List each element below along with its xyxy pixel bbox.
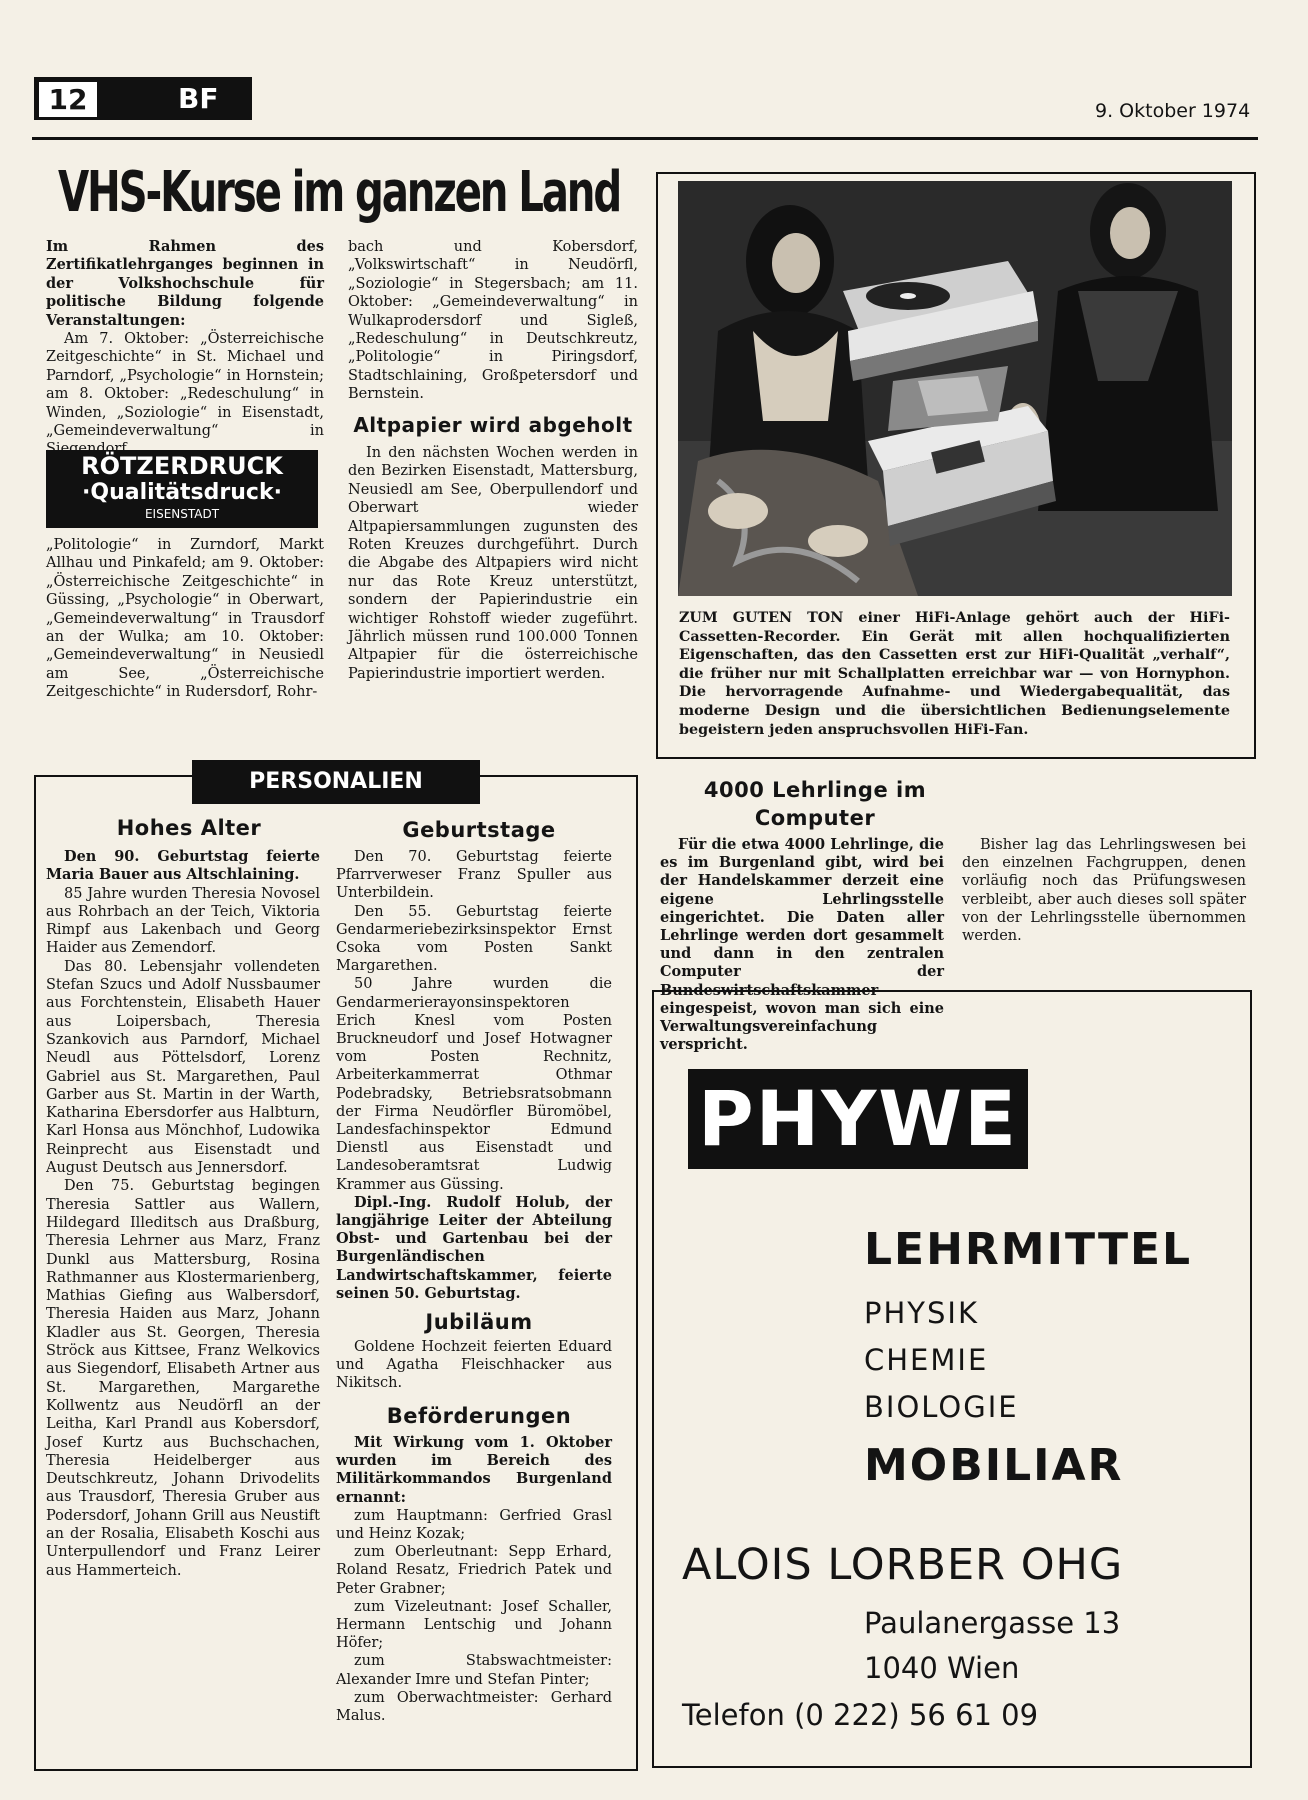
ad-company: ALOIS LORBER OHG [682,1540,1124,1590]
header-rule [32,137,1258,140]
vhs-text-2: „Politologie“ in Zurndorf, Markt Allhau und Pinkafeld; am 9. Oktober: „Österreichische Zeitgeschichte“ in Güssing, „Psychologie“ in Oberwart, „Gemeindeverwaltung“ in Trausdorf an der Wulka; am 10. Oktober: „Gemeindeverwaltung“ in Neusiedl am See, „Österreichische Zeitgeschichte“ in Rudersdorf, Rohr- [46,537,324,701]
ad-roetzerdruck [46,450,318,528]
phywe-logo: PHYWE [688,1069,1028,1169]
befoerderungen-p6: zum Oberwachtmeister: Gerhard Malus. [336,1689,612,1725]
personalien-label: PERSONALIEN [192,760,480,804]
ad-mobiliar: MOBILIAR [864,1440,1124,1491]
issue-date: 9. Oktober 1974 [1095,100,1251,122]
page-number: 12 [38,81,98,118]
vhs-column-1b [46,536,324,702]
lehrlinge-p1: Für die etwa 4000 Lehrlinge, die es im Burgenland gibt, wird bei der Handelskammer derzeit eine eigene Lehrlingsstelle eingerichtet. Die Daten aller Lehrlinge werden dort gesammelt und dann in den zentralen Computer der Bundeswirtschaftskammer eingespeist, wovon man sich eine Verwaltungsvereinfachung verspricht. [660,836,944,1054]
vhs-text-3: bach und Kobersdorf, „Volkswirtschaft“ in Neudörfl, „Soziologie“ in Stegersbach; am 11. Oktober: „Gemeindeverwaltung“ in Wulkaprodersdorf und Sigleß, „Redeschulung“ in Deutschkreutz, „Politologie“ in Piringsdorf, Stadtschlaining, Großpetersdorf und Bernstein. [348,239,638,403]
lehrlinge-body-2 [962,836,1246,945]
jubilaeum-p1: Goldene Hochzeit feierten Eduard und Agatha Fleischhacker aus Nikitsch. [336,1339,612,1392]
lehrlinge-p2: Bisher lag das Lehrlingswesen bei den einzelnen Fachgruppen, denen vorläufig noch das Prüfungswesen verbleibt, aber auch dieses soll später von der Lehrlingsstelle übernommen werden. [962,837,1246,945]
ad-city: 1040 Wien [864,1651,1020,1685]
vhs-column-2 [348,238,638,404]
photo-caption: ZUM GUTEN TON einer HiFi-Anlage gehört auch der HiFi-Cassetten-Recorder. Ein Gerät mit allen hochqualifizierten Eigenschaften, das den Cassetten erst zur HiFi-Qualität „verhalf“, die früher nur mit Schallplatten erreichbar war — von Hornyphon. Die hervorragende Aufnahme- und Wiedergabequalität, das moderne Design und die übersichtlichen Bedienungselemente begeistern jeden anspruchsvollen HiFi-Fan. [679,610,1230,738]
hohes-alter-p1: Den 90. Geburtstag feierte Maria Bauer aus Altschlaining. [46,848,320,884]
vhs-text-1: Am 7. Oktober: „Österreichische Zeitgeschichte“ in St. Michael und Parndorf, „Psychologie“ in Hornstein; am 8. Oktober: „Redeschulung“ in Winden, „Soziologie“ in Eisenstadt, „Gemeindeverwaltung“ in [46,331,324,440]
hifi-photo [678,181,1232,596]
page-title: VHS-Kurse im ganzen Land [58,160,621,225]
geburtstage-p3: 50 Jahre wurden die Gendarmerierayonsinspektoren Erich Knesl vom Posten Bruckneudorf und Josef Hotwagner vom Posten Rechnitz, Arbeiterkammerrat Othmar Podebradsky, Betriebsratsobmann der Firma Neudörfler Büromöbel, Landesfachinspektor Edmund Dienstl aus Eisenstadt und Landesoberamtsrat Ludwig Krammer aus Güssing. [336,976,612,1193]
ad-lehrmittel: LEHRMITTEL [864,1224,1193,1275]
geburtstage-body [336,848,612,1303]
befoerderungen-p2: zum Hauptmann: Gerfried Grasl und Heinz Kozak; [336,1507,612,1543]
geburtstage-p2: Den 55. Geburtstag feierte Gendarmeriebezirksinspektor Ernst Csoka vom Posten Sankt Margarethen. [336,903,612,975]
geburtstage-p1: Den 70. Geburtstag feierte Pfarrverweser Franz Spuller aus Unterbildein. [336,849,612,902]
hifi-photo-illustration [678,181,1232,596]
ad-street: Paulanergasse 13 [864,1606,1121,1640]
befoerderungen-p3: zum Oberleutnant: Sepp Erhard, Roland Resatz, Friedrich Patek und Peter Grabner; [336,1544,612,1597]
vhs-column-1 [46,238,324,459]
hohes-alter-p3: Das 80. Lebensjahr vollendeten Stefan Szucs und Adolf Nussbaumer aus Forchtenstein, Elisabeth Hauer aus Loipersbach, Theresia Szankovich aus Parndorf, Michael Neudl aus Pöttelsdorf, Lorenz Gabriel aus St. Margarethen, Paul Garber aus St. Martin in der Warth, Katharina Ebersdorfer aus Halbturn, Karl Honsa aus Mönchhof, Ludowika Reinprecht aus Eisenstadt und August Deutsch aus Jennersdorf. [46,958,320,1177]
geburtstage-p4: Dipl.-Ing. Rudolf Holub, der langjährige Leiter der Abteilung Obst- und Gartenbau bei der Burgenländischen Landwirtschaftskammer, feierte seinen 50. Geburtstag. [336,1193,612,1302]
befoerderungen-body [336,1434,612,1725]
altpapier-text: In den nächsten Wochen werden in den Bezirken Eisenstadt, Mattersburg, Neusiedl am See, Oberpullendorf und Oberwart wieder Altpapiersammlungen zugunsten des Roten Kreuzes durchgeführt. Durch die Abgabe des Altpapiers wird nicht nur das Rote Kreuz unterstützt, sondern der Papierindustrie ein wichtiger Rohstoff wieder zugeführt. Jährlich müssen rund 100.000 Tonnen Altpapier für die österreichische Papierindustrie importiert werden. [348,445,638,682]
jubilaeum-title: Jubiläum [425,1310,533,1334]
jubilaeum-body [336,1338,612,1393]
befoerderungen-p5: zum Stabswachtmeister: Alexander Imre und Stefan Pinter; [336,1653,612,1688]
lehrlinge-title: 4000 Lehrlinge im Computer [703,778,927,830]
ad-roetzer-tagline: ·Qualitätsdruck· [82,480,282,505]
altpapier-body [348,444,638,683]
befoerderungen-p1: Mit Wirkung vom 1. Oktober wurden im Bereich des Militärkommandos Burgenland ernannt: [336,1434,612,1506]
ad-item-chemie: CHEMIE [864,1343,989,1377]
altpapier-title: Altpapier wird abgeholt [353,413,633,437]
vhs-intro: Im Rahmen des Zertifikatlehrganges beginnen in der Volkshochschule für politische Bildung folgende Veranstaltungen: [46,238,324,329]
ad-roetzer-name: RÖTZERDRUCK [81,452,283,480]
geburtstage-title: Geburtstage [402,818,556,842]
befoerderungen-title: Beförderungen [386,1404,572,1428]
hohes-alter-p2: 85 Jahre wurden Theresia Novosel aus Rohrbach an der Teich, Viktoria Rimpf aus Lakenbach und Georg Haider aus Zemendorf. [46,885,320,957]
section-label: BF [178,82,219,115]
ad-phone: Telefon (0 222) 56 61 09 [682,1698,1039,1732]
ad-item-biologie: BIOLOGIE [864,1390,1019,1424]
ad-item-physik: PHYSIK [864,1296,979,1330]
hohes-alter-title: Hohes Alter [116,816,262,840]
ad-roetzer-city: EISENSTADT [144,507,220,521]
befoerderungen-p4: zum Vizeleutnant: Josef Schaller, Hermann Lentschig und Johann Höfer; [336,1598,612,1652]
hohes-alter-body [46,848,320,1580]
hohes-alter-p4: Den 75. Geburtstag begingen Theresia Sattler aus Wallern, Hildegard Illeditsch aus Draßburg, Theresia Lehrner aus Marz, Franz Dunkl aus Mattersburg, Rosina Rathmanner aus Klostermarienberg, Mathias Giefing aus Walbersdorf, Theresia Haiden aus Marz, Johann Kladler aus St. Georgen, Theresia Ströck aus Kittsee, Franz Welkovics aus Siegendorf, Elisabeth Artner aus St. Margarethen, Margarethe Kollwentz aus Neudörfl an der Leitha, Karl Prandl aus Kobersdorf, Josef Kurtz aus Buchschachen, Theresia Heidelberger aus Deutschkreutz, Johann Drivodelits aus Trausdorf, Theresia Gruber aus Podersdorf, Johann Grill aus Neustift an der Rosalia, Elisabeth Koschi aus Unterpullendorf und Franz Leirer aus Hammerteich. [46,1178,320,1579]
